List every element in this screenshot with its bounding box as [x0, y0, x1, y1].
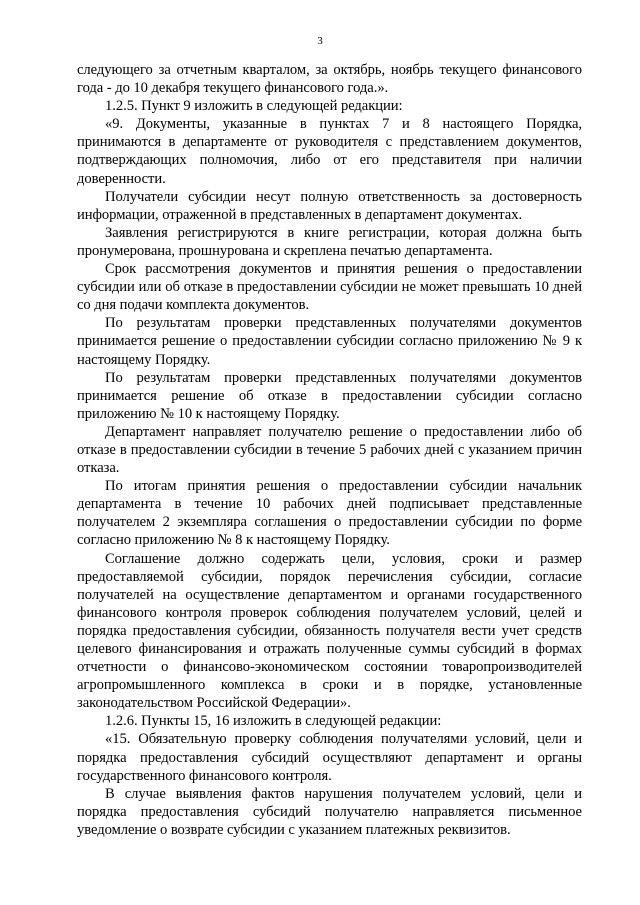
subclause-heading: 1.2.5. Пункт 9 изложить в следующей редакции:: [105, 98, 403, 115]
paragraph: Соглашение должно содержать цели, условия, сроки и размер предоставляемой субсидии, порядок перечисления субсидии, согласие получателей на осуществление департаментом и органами государственного финансового контроля проверок соблюдения получателем условий, целей и порядка предоставления субсидии, обязанность получателя вести учет средств целевого финансирования и отражать полученные суммы субсидий в формах отчетности о финансово-экономическом состоянии товаропроизводителей агропромышленного комплекса в сроки и в порядке, установленные законодательством Российской Федерации».: [77, 550, 582, 712]
paragraph: «15. Обязательную проверку соблюдения получателями условий, цели и порядка предоставления субсидий осуществляют департамент и органы государственного финансового контроля.: [77, 731, 582, 784]
paragraph: Получатели субсидии несут полную ответственность за достоверность информации, отраженной в представленных в департамент документах.: [77, 188, 582, 223]
document-body: [77, 61, 582, 839]
paragraph: В случае выявления фактов нарушения получателем условий, цели и порядка предоставления субсидий получателю направляется письменное уведомление о возврате субсидии с указанием платежных реквизитов.: [77, 785, 582, 838]
paragraph: Заявления регистрируются в книге регистрации, которая должна быть пронумерована, прошнурована и скреплена печатью департамента.: [77, 224, 582, 259]
paragraph: По результатам проверки представленных получателями документов принимается решение о предоставлении субсидии согласно приложению № 9 к настоящему Порядку.: [77, 315, 582, 368]
paragraph: Срок рассмотрения документов и принятия решения о предоставлении субсидии или об отказе в предоставлении субсидии не может превышать 10 дней со дня подачи комплекта документов.: [77, 261, 582, 314]
page-number: 3: [317, 35, 323, 47]
paragraph: следующего за отчетным кварталом, за октябрь, ноябрь текущего финансового года - до 10 декабря текущего финансового года.».: [77, 62, 582, 97]
subclause-heading: 1.2.6. Пункты 15, 16 изложить в следующей редакции:: [105, 713, 442, 730]
paragraph: По результатам проверки представленных получателями документов принимается решение об отказе в предоставлении субсидии согласно приложению № 10 к настоящему Порядку.: [77, 369, 582, 422]
paragraph: Департамент направляет получателю решение о предоставлении либо об отказе в предоставлении субсидии в течение 5 рабочих дней с указанием причин отказа.: [77, 423, 582, 477]
paragraph: «9. Документы, указанные в пунктах 7 и 8 настоящего Порядка, принимаются в департаменте от руководителя с представлением документов, подтверждающих полномочия, либо от его представителя при наличии доверенности.: [77, 116, 582, 187]
paragraph: По итогам принятия решения о предоставлении субсидии начальник департамента в течение 10 рабочих дней подписывает представленные получателем 2 экземпляра соглашения о предоставлении субсидии по форме согласно приложению № 8 к настоящему Порядку.: [77, 478, 582, 549]
